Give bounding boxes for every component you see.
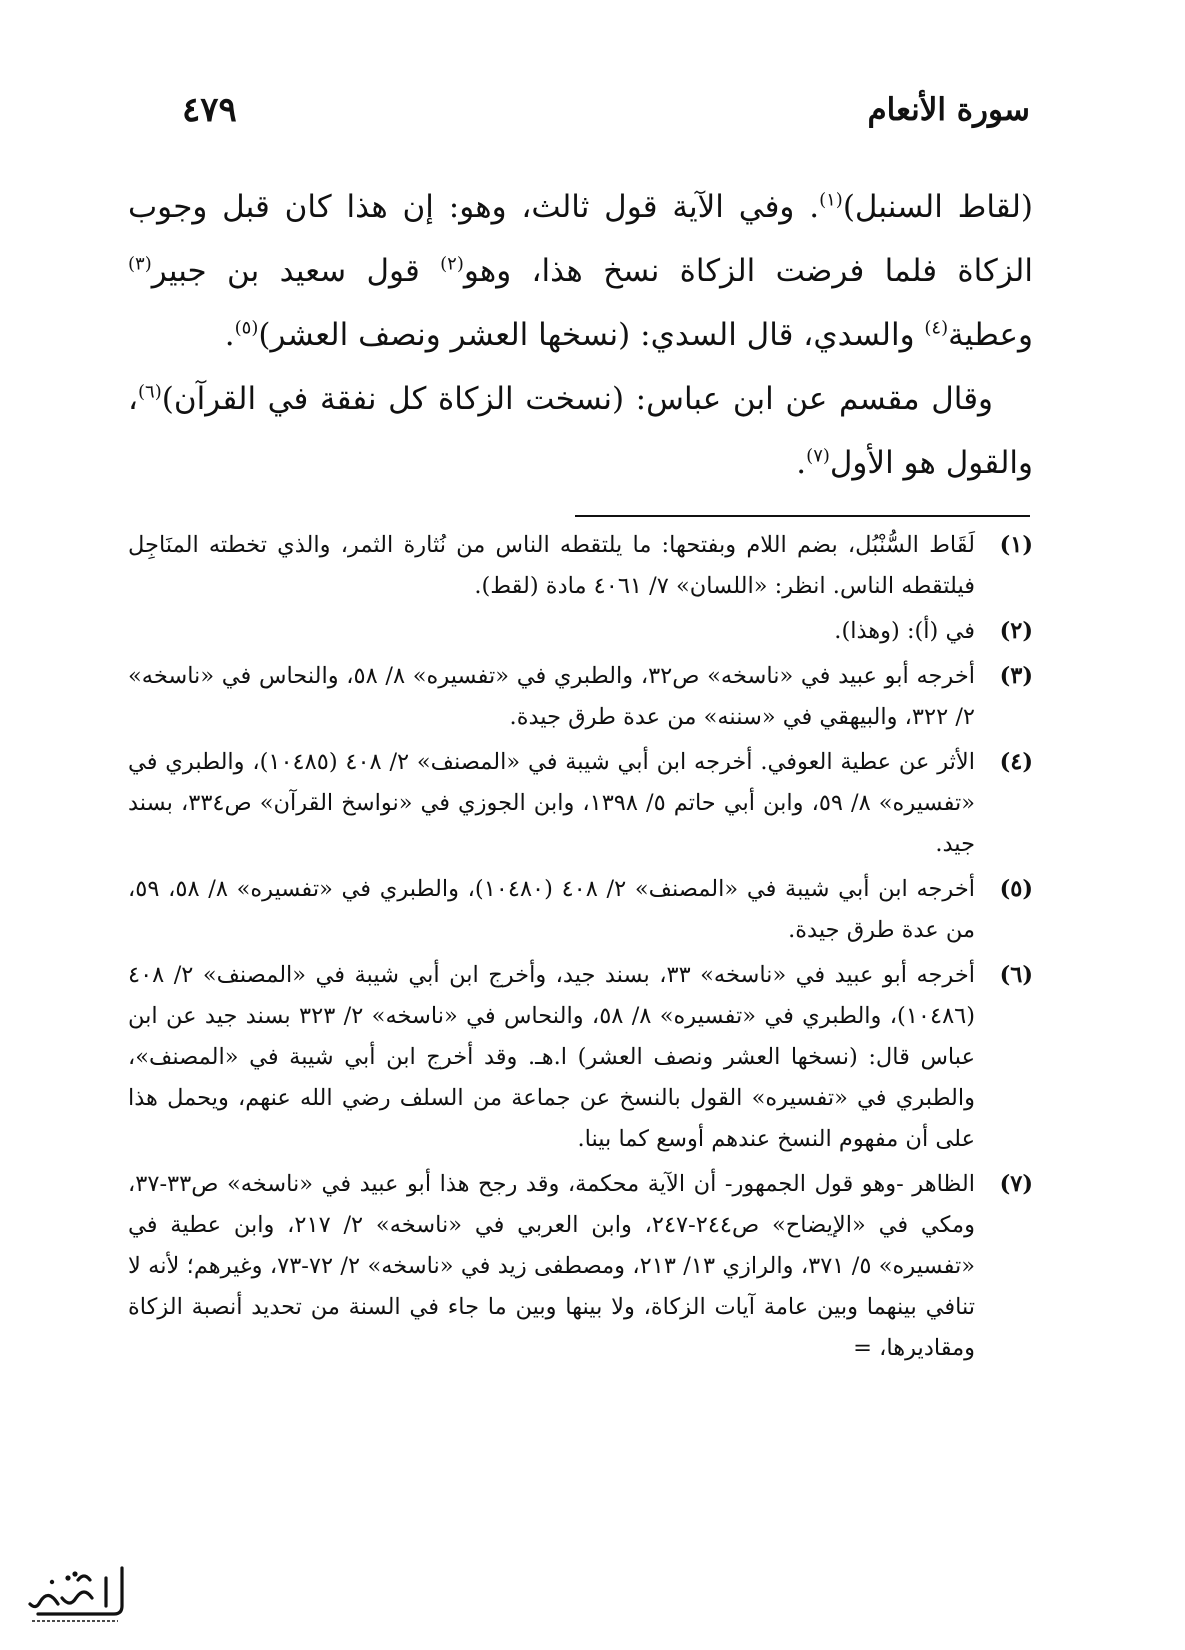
footnote-number: (١)	[999, 532, 1033, 558]
footnote-text: أخرجه أبو عبيد في «ناسخه» ص٣٢، والطبري في «تفسيره» ٨/ ٥٨، والنحاس في «ناسخه» ٢/ ٣٢٢، والبيهقي في «سننه» من عدة طرق جيدة.	[128, 663, 975, 730]
footnote-text: أخرجه ابن أبي شيبة في «المصنف» ٢/ ٤٠٨ (١٠٤٨٠)، والطبري في «تفسيره» ٨/ ٥٨، ٥٩، من عدة طرق جيدة.	[128, 876, 976, 943]
text-run: .	[796, 445, 807, 481]
footnote-number: (٢)	[999, 618, 1033, 644]
footnotes	[128, 525, 1033, 1373]
footnote-number: (٤)	[999, 749, 1033, 775]
footnote-ref-6[interactable]: (٦)	[138, 381, 162, 403]
footnote-ref-2[interactable]: (٢)	[440, 253, 464, 275]
text-run: .	[224, 317, 235, 353]
footnote-7	[128, 1164, 1033, 1369]
logo-stamp-icon	[18, 1558, 136, 1628]
footnote-text: في (أ): (وهذا).	[834, 618, 975, 644]
footnote-number: (٦)	[999, 962, 1033, 988]
main-paragraph-1	[128, 175, 1033, 367]
footnote-number: (٣)	[999, 663, 1033, 689]
footnote-number: (٧)	[999, 1171, 1033, 1197]
text-run: والسدي، قال السدي: (نسخها العشر ونصف العشر)	[258, 317, 925, 353]
footnote-ref-3[interactable]: (٣)	[128, 253, 152, 275]
footnote-2	[128, 611, 1033, 652]
main-paragraph-2	[128, 367, 1033, 495]
footnote-text: الأثر عن عطية العوفي. أخرجه ابن أبي شيبة في «المصنف» ٢/ ٤٠٨ (١٠٤٨٥)، والطبري في «تفسيره» ٨/ ٥٩، وابن أبي حاتم ٥/ ١٣٩٨، وابن الجوزي في «نواسخ القرآن» ص٣٣٤، بسند جيد.	[128, 749, 976, 857]
footnote-ref-4[interactable]: (٤)	[924, 317, 949, 339]
text-run: وعطية	[948, 317, 1033, 353]
footnote-text: الظاهر -وهو قول الجمهور- أن الآية محكمة، وقد رجح هذا أبو عبيد في «ناسخه» ص٣٣-٣٧، ومكي في «الإيضاح» ص٢٤٤-٢٤٧، وابن العربي في «ناسخه» ٢/ ٢١٧، وابن عطية في «تفسيره» ٥/ ٣٧١، والرازي ١٣/ ٢١٣، ومصطفى زيد في «ناسخه» ٢/ ٧٢-٧٣، وغيرهم؛ لأنه لا تنافي بينهما وبين عامة آيات الزكاة، ولا بينها وبين ما جاء في السنة من تحديد أنصبة الزكاة ومقاديرها، =	[128, 1171, 976, 1361]
footnote-text: لَقَاط السُّنْبُل، بضم اللام وبفتحها: ما يلتقطه الناس من نُثارة الثمر، والذي تخطته المنَاجِل فيلتقطه الناس. انظر: «اللسان» ٧/ ٤٠٦١ مادة (لقط).	[128, 532, 975, 599]
footnote-ref-1[interactable]: (١)	[819, 189, 843, 211]
footnote-text: أخرجه أبو عبيد في «ناسخه» ٣٣، بسند جيد، وأخرج ابن أبي شيبة في «المصنف» ٢/ ٤٠٨ (١٠٤٨٦)، والطبري في «تفسيره» ٨/ ٥٨، والنحاس في «ناسخه» ٢/ ٣٢٣ بسند جيد عن ابن عباس قال: (نسخها العشر ونصف العشر) ا.هـ. وقد أخرج ابن أبي شيبة في «المصنف»، والطبري في «تفسيره» القول بالنسخ عن جماعة من السلف رضي الله عنهم، ويحمل هذا على أن مفهوم النسخ عندهم أوسع كما بينا.	[128, 962, 976, 1152]
page-number: ٤٧٩	[182, 90, 237, 130]
text-run: . وفي الآية قول ثالث، وهو: إن هذا كان قبل وجوب الزكاة فلما فرضت الزكاة نسخ هذا، وهو	[128, 189, 1033, 289]
text-run: قول سعيد بن جبير	[151, 253, 441, 289]
footnote-5	[128, 869, 1033, 951]
surah-title: سورة الأنعام	[867, 92, 1030, 128]
footnote-6	[128, 955, 1033, 1160]
footnote-separator	[575, 515, 1030, 517]
text-run: (لقاط السنبل)	[842, 189, 1033, 225]
footnote-ref-7[interactable]: (٧)	[806, 445, 830, 467]
text-run: وقال مقسم عن ابن عباس: (نسخت الزكاة كل نفقة في القرآن)	[161, 381, 993, 417]
footnote-3	[128, 656, 1033, 738]
footnote-ref-5[interactable]: (٥)	[234, 317, 259, 339]
footnote-1	[128, 525, 1033, 607]
page-header	[160, 92, 1030, 142]
footnote-4	[128, 742, 1033, 865]
text-run: ، والقول هو الأول	[128, 381, 1033, 481]
footnote-number: (٥)	[999, 876, 1033, 902]
main-text	[128, 175, 1033, 495]
